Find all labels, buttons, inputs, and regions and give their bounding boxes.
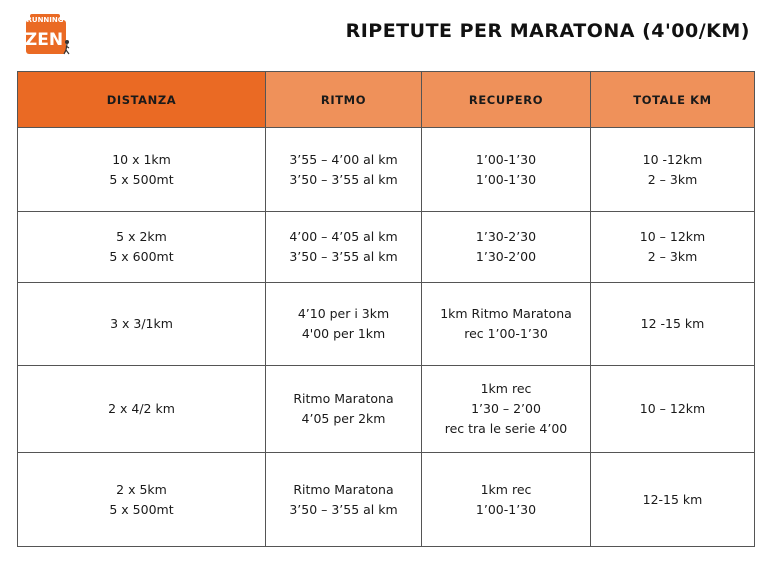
header-totale-km: TOTALE KM [591, 72, 755, 128]
cell-recupero [422, 212, 591, 283]
cell-line: 4'00 per 1km [301, 326, 386, 341]
table-row [18, 128, 755, 212]
running-zen-logo [24, 12, 72, 56]
cell-line: 5 x 500mt [109, 501, 174, 517]
cell-line: 1’00-1’30 [475, 501, 537, 517]
cell-totale [591, 453, 755, 547]
cell-line: 4’10 per i 3km [297, 306, 390, 321]
table-header-row [18, 72, 755, 128]
cell-line: 3’50 – 3’55 al km [289, 249, 398, 264]
cell-line: 1’00-1’30 [475, 151, 537, 167]
cell-line: 3’50 – 3’55 al km [289, 501, 398, 517]
cell-line: 3’50 – 3’55 al km [289, 171, 398, 187]
cell-distanza [18, 128, 266, 212]
cell-ritmo [266, 283, 422, 366]
cell-line: rec tra le serie 4’00 [444, 421, 568, 436]
cell-line: 4’05 per 2km [301, 411, 386, 426]
cell-line: 1’30-2’30 [475, 229, 537, 244]
cell-line: 12 -15 km [640, 316, 705, 331]
cell-line: 5 x 2km [116, 229, 167, 244]
cell-line: 2 x 4/2 km [108, 401, 175, 416]
cell-ritmo [266, 128, 422, 212]
table-row [18, 366, 755, 453]
page-title: RIPETUTE PER MARATONA (4'00/KM) [345, 20, 750, 42]
cell-totale [591, 283, 755, 366]
cell-recupero [422, 283, 591, 366]
table-row [18, 283, 755, 366]
cell-line: 10 – 12km [639, 401, 706, 416]
header-recupero: RECUPERO [422, 72, 591, 128]
cell-line: 2 – 3km [647, 171, 698, 187]
svg-text:ZEN: ZEN [24, 30, 64, 50]
cell-line: 10 – 12km [639, 229, 706, 244]
cell-line: Ritmo Maratona [293, 481, 394, 497]
cell-recupero [422, 128, 591, 212]
cell-distanza [18, 366, 266, 453]
cell-totale [591, 128, 755, 212]
cell-line: 1km Ritmo Maratona [440, 306, 572, 321]
cell-line: 3 x 3/1km [110, 316, 173, 331]
header-ritmo: RITMO [266, 72, 422, 128]
cell-line: Ritmo Maratona [293, 391, 394, 406]
cell-line: 5 x 600mt [109, 249, 174, 264]
cell-line: 12-15 km [642, 491, 703, 507]
cell-recupero [422, 453, 591, 547]
cell-distanza [18, 212, 266, 283]
cell-ritmo [266, 453, 422, 547]
cell-line: rec 1’00-1’30 [464, 326, 548, 341]
cell-line: 1’30-2’00 [475, 249, 537, 264]
cell-line: 10 -12km [642, 151, 703, 167]
header-distanza: DISTANZA [18, 72, 266, 128]
cell-line: 3’55 – 4’00 al km [289, 151, 398, 167]
table-row [18, 212, 755, 283]
table-row [18, 453, 755, 547]
cell-line: 2 – 3km [647, 249, 698, 264]
cell-line: 2 x 5km [116, 481, 167, 497]
cell-line: 5 x 500mt [109, 171, 174, 187]
cell-line: 10 x 1km [112, 151, 171, 167]
cell-distanza [18, 283, 266, 366]
cell-line: 1km rec [480, 481, 532, 497]
cell-line: 1’00-1’30 [475, 171, 537, 187]
marathon-intervals-table [17, 71, 755, 547]
cell-totale [591, 366, 755, 453]
cell-recupero [422, 366, 591, 453]
cell-ritmo [266, 212, 422, 283]
cell-line: 1’30 – 2’00 [471, 401, 541, 416]
cell-distanza [18, 453, 266, 547]
svg-text:RUNNING: RUNNING [26, 16, 64, 24]
cell-line: 1km rec [480, 381, 532, 396]
cell-line: 4’00 – 4’05 al km [289, 229, 398, 244]
cell-ritmo [266, 366, 422, 453]
cell-totale [591, 212, 755, 283]
